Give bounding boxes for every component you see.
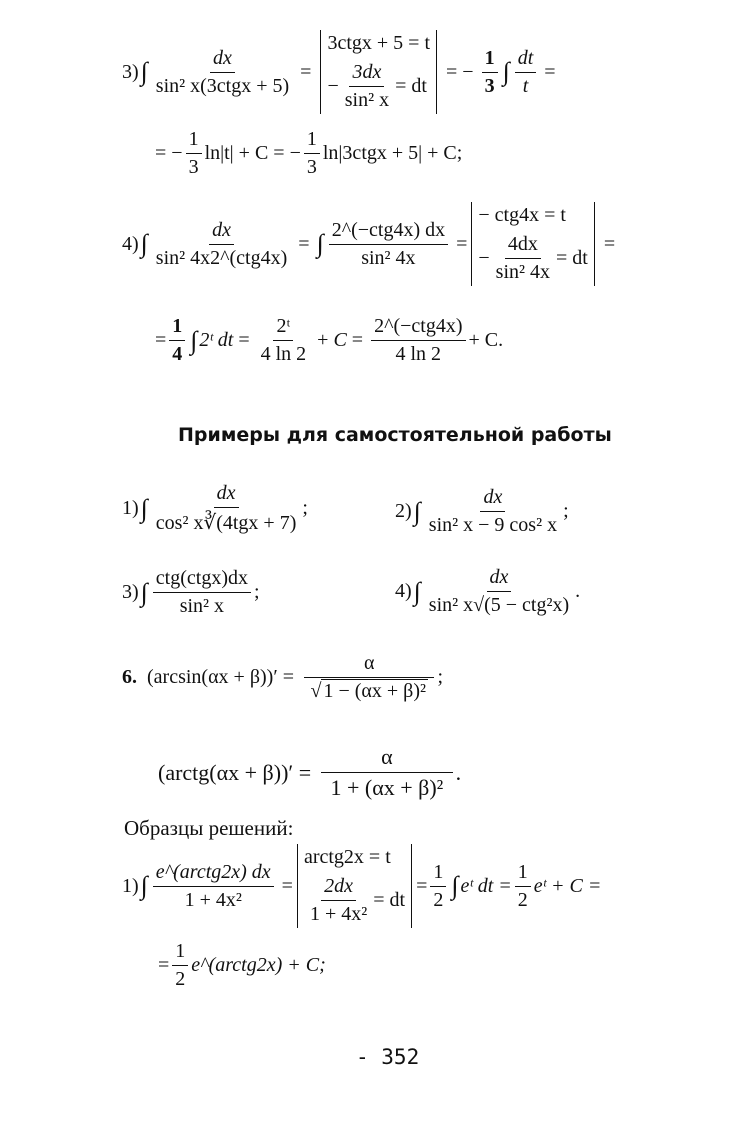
fraction-denominator: sin² x(3ctgx + 5): [155, 74, 290, 97]
integral-sign: ∫: [502, 57, 510, 86]
fraction-denominator: 3: [484, 74, 495, 97]
exercise-label: 4): [395, 580, 412, 602]
equals-sign: =: [539, 60, 556, 83]
punctuation: .: [455, 759, 462, 785]
fraction-denominator: sin² 4x2^(ctg4x): [155, 246, 288, 269]
substitution-line: − ctg4x = t: [478, 204, 566, 226]
fraction-denominator: 2: [433, 888, 444, 911]
substitution-line: [304, 875, 405, 926]
integral-sign: ∫: [140, 493, 148, 523]
example-label: 4): [122, 232, 139, 255]
equals-sign: =: [233, 329, 255, 351]
section-heading: Примеры для самостоятельной работы: [178, 424, 612, 446]
integral-sign: ∫: [413, 576, 421, 606]
integral-sign: ∫: [140, 577, 148, 607]
equals-sign: =: [416, 874, 428, 897]
fraction-numerator: 1: [169, 315, 185, 341]
coefficient-fraction: [186, 128, 202, 179]
equals-sign: =: [451, 232, 468, 255]
samples-heading: Образцы решений:: [124, 816, 294, 840]
integral-sign: ∫: [190, 325, 198, 355]
sample-1-line-2: [158, 940, 326, 991]
substitution-line: − $\frac{4dx}{\text{sin² 4x}}$ = dt: [478, 233, 588, 283]
punctuation: ;: [563, 500, 569, 522]
expression-text: eᵗ dt =: [460, 874, 512, 897]
fraction-denominator: sin² 4x: [361, 246, 416, 269]
fraction-numerator: e^(arctg2x) dx: [153, 861, 274, 887]
exercise-label: 2): [395, 500, 412, 522]
equals-sign: =: [155, 329, 167, 351]
fraction-denominator: sin² x: [179, 595, 225, 617]
exercise-fraction: [426, 566, 572, 617]
expression-text: 2ᵗ dt: [199, 329, 234, 351]
equals-minus: = −: [441, 60, 479, 83]
fraction-denominator: t: [522, 74, 529, 97]
derivative-fraction: [321, 744, 453, 801]
fraction-denominator: cos² x∛(4tgx + 7): [155, 512, 297, 534]
example-4-line-2: [155, 315, 503, 366]
integral-sign: ∫: [316, 229, 324, 258]
derivative-fraction: [304, 652, 434, 703]
integral-sign: ∫: [140, 229, 148, 258]
fraction-denominator: 4: [172, 343, 183, 365]
fraction-denominator: 1 + 4x²: [309, 903, 368, 925]
fraction-denominator: 4 ln 2: [395, 343, 442, 365]
exercise-3: [122, 567, 260, 618]
result-fraction: [258, 315, 310, 366]
result-fraction: [371, 315, 465, 366]
equals-sign: =: [598, 232, 616, 255]
equals-minus: = −: [155, 142, 183, 164]
coefficient-fraction: [430, 861, 446, 912]
sample-1-line-1: [122, 844, 601, 928]
exercise-4: [395, 566, 580, 617]
punctuation: ;: [437, 666, 444, 688]
integrand-fraction: [153, 861, 274, 912]
fraction-denominator: 2: [517, 888, 528, 911]
punctuation: ;: [253, 581, 260, 603]
substitution-line: − $\frac{3dx}{\text{sin² x}}$ = dt: [327, 61, 427, 111]
example-label: 1): [122, 874, 139, 897]
derivative-lhs: (arctg(αx + β))′ =: [158, 759, 312, 785]
fraction-numerator: 1: [482, 47, 498, 73]
coefficient-fraction: [172, 940, 188, 991]
example-label: 3): [122, 60, 139, 83]
fraction-numerator: 1: [304, 128, 320, 154]
coefficient-fraction: [482, 47, 498, 98]
rewrite-fraction: [329, 219, 448, 270]
fraction-numerator: dx: [214, 482, 239, 508]
fraction-numerator: α: [304, 652, 434, 678]
sqrt-radicand: 1 − (αx + β)²: [323, 680, 426, 702]
exercise-fraction: [153, 482, 300, 535]
substitution-rhs: = dt: [373, 889, 406, 911]
fraction-numerator: ctg(ctgx)dx: [153, 567, 251, 593]
expression-text: + C.: [468, 329, 504, 351]
fraction-numerator: dt: [515, 47, 537, 73]
integral-sign: ∫: [140, 871, 148, 900]
fraction-denominator: sin² x − 9 cos² x: [428, 514, 558, 536]
expression-text: eᵗ + C =: [533, 874, 602, 897]
coefficient-fraction: [169, 315, 185, 366]
substitution-line: arctg2x = t: [303, 846, 391, 868]
example-4-line-1: [122, 202, 615, 286]
fraction-numerator: 1: [172, 940, 188, 966]
substitution-fraction: [493, 233, 553, 284]
fraction-numerator: 2^(−ctg4x) dx: [329, 219, 448, 245]
plus-c: + C =: [312, 329, 369, 351]
fraction-numerator: 4dx: [505, 233, 541, 259]
fraction-denominator: √ 1 − (αx + β)²: [310, 680, 426, 702]
substitution-rhs: = dt: [556, 247, 588, 269]
fraction-numerator: α: [321, 744, 453, 773]
substitution-rhs: = dt: [395, 75, 427, 97]
equals-sign: =: [293, 232, 315, 255]
equals-sign: =: [158, 954, 170, 976]
fraction-numerator: dx: [209, 219, 234, 245]
equals-sign: =: [276, 874, 293, 897]
substitution-fraction: [342, 61, 392, 112]
exercise-fraction: [153, 567, 251, 618]
substitution-fraction: [307, 875, 370, 926]
fraction-denominator: sin² 4x: [495, 261, 551, 283]
expression-text: e^(arctg2x) + C;: [191, 954, 326, 976]
result-fraction: [515, 47, 537, 98]
integral-sign: ∫: [140, 57, 148, 86]
integral-sign: ∫: [451, 871, 459, 900]
expression-text: ln|t| + C = −: [204, 142, 301, 164]
fraction-numerator: dx: [487, 566, 512, 592]
formula-6-line-1: [122, 652, 443, 703]
formula-6-line-2: [158, 744, 461, 801]
fraction-denominator: sin² x√(5 − ctg²x): [428, 594, 570, 616]
fraction-denominator: 3: [306, 156, 317, 178]
exercise-label: 3): [122, 581, 139, 603]
integrand-fraction: [153, 47, 292, 98]
fraction-denominator: 4 ln 2: [260, 343, 307, 365]
fraction-denominator: 1 + 4x²: [184, 888, 242, 911]
punctuation: ;: [302, 497, 308, 519]
fraction-numerator: 3dx: [349, 61, 384, 87]
coefficient-fraction: [515, 861, 531, 912]
substitution-block: [320, 30, 437, 114]
fraction-denominator: 1 + (αx + β)²: [330, 775, 444, 800]
exercise-2: [395, 486, 569, 537]
fraction-numerator: 1: [515, 861, 531, 887]
equals-sign: =: [295, 60, 317, 83]
example-3-line-1: [122, 30, 556, 114]
integral-sign: ∫: [413, 496, 421, 526]
fraction-numerator: dx: [210, 47, 235, 73]
fraction-numerator: 2ᵗ: [273, 315, 293, 341]
substitution-block: [471, 202, 594, 286]
fraction-numerator: dx: [480, 486, 505, 512]
coefficient-fraction: [304, 128, 320, 179]
formula-label: 6.: [122, 666, 137, 688]
page-number: - 352: [356, 1045, 420, 1069]
fraction-denominator: 2: [175, 968, 186, 990]
exercise-fraction: [426, 486, 560, 537]
integrand-fraction: [153, 219, 290, 270]
exercise-label: 1): [122, 497, 139, 519]
fraction-numerator: 2^(−ctg4x): [371, 315, 465, 341]
fraction-denominator: sin² x: [344, 89, 390, 111]
substitution-line: 3ctgx + 5 = t: [327, 32, 431, 54]
fraction-numerator: 1: [430, 861, 446, 887]
fraction-numerator: 2dx: [321, 875, 356, 901]
exercise-1: [122, 482, 308, 535]
derivative-lhs: (arcsin(αx + β))′ =: [147, 666, 294, 688]
substitution-block: [297, 844, 412, 928]
punctuation: .: [575, 580, 581, 602]
fraction-denominator: 3: [188, 156, 199, 178]
fraction-numerator: 1: [186, 128, 202, 154]
expression-text: ln|3ctgx + 5| + C;: [322, 142, 463, 164]
example-3-line-2: [155, 128, 462, 179]
